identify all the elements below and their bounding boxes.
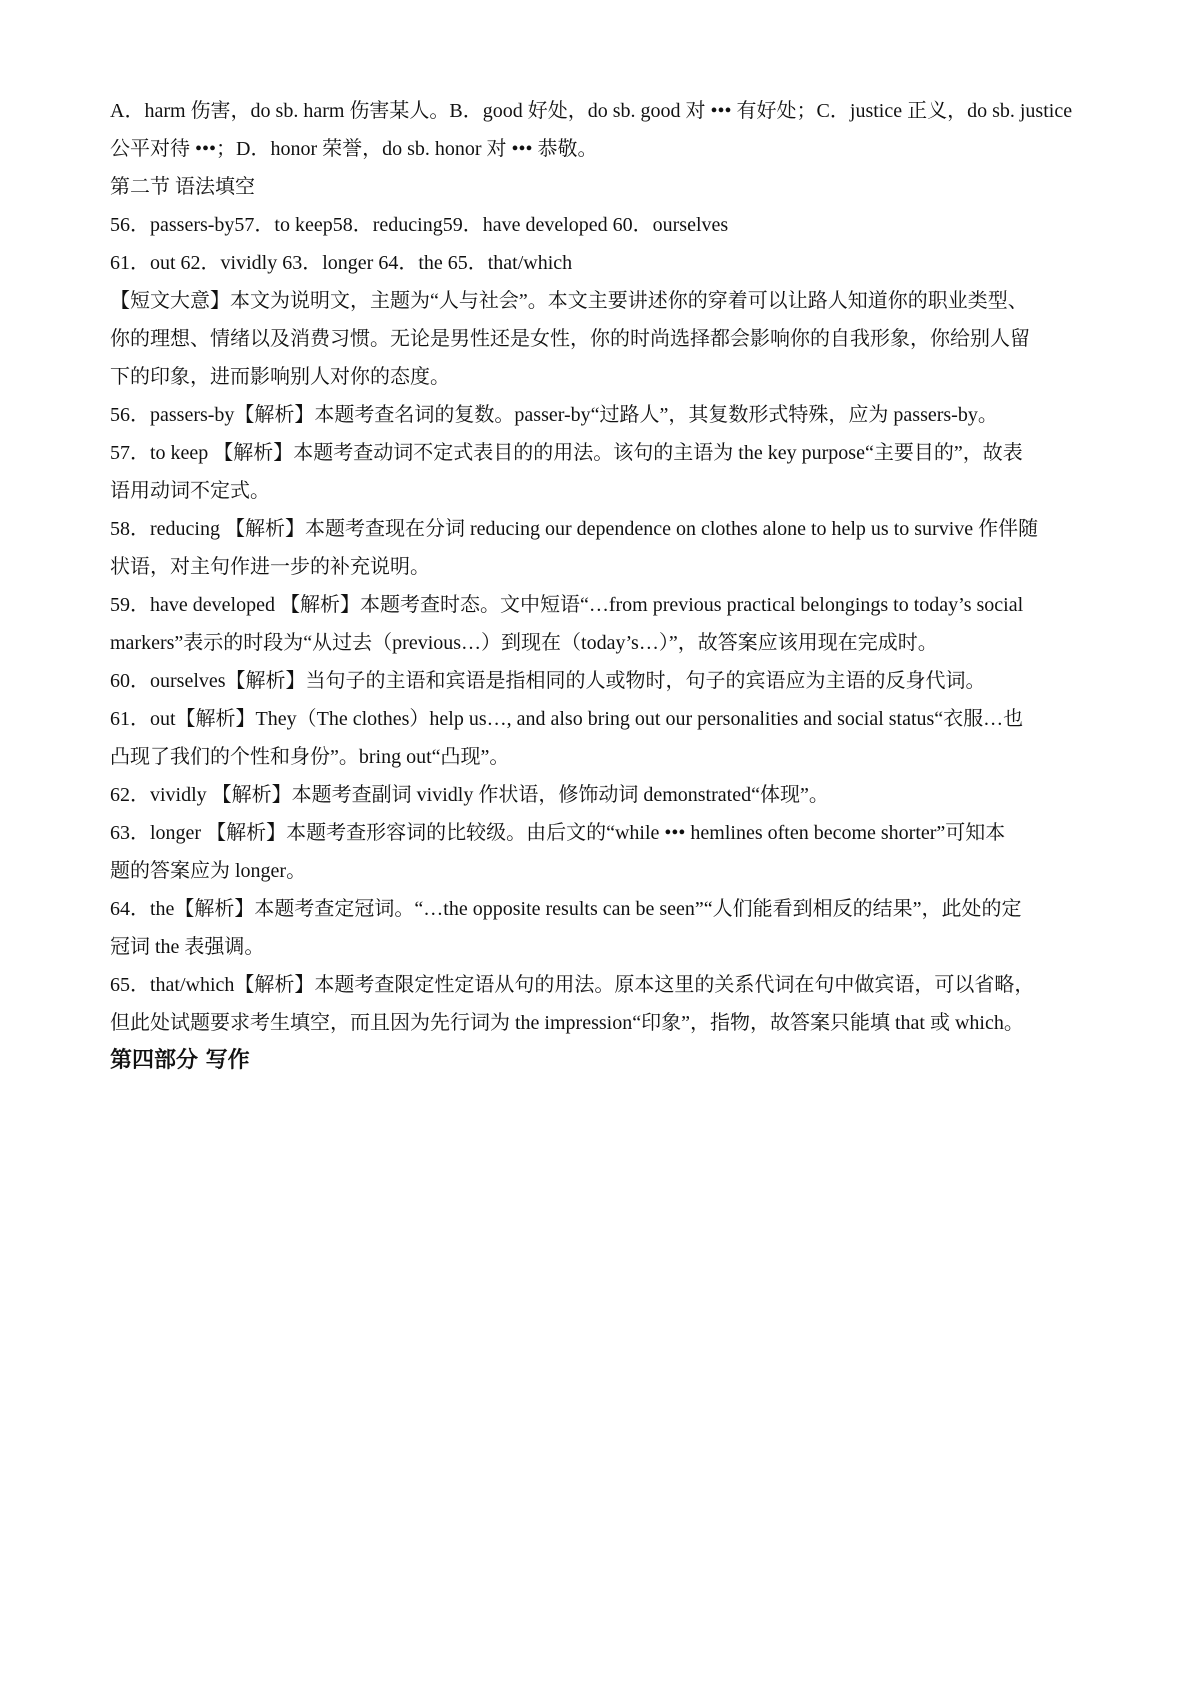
explanation-line: 凸现了我们的个性和身份”。bring out“凸现”。 — [110, 746, 510, 768]
summary-line: 【短文大意】本文为说明文，主题为“人与社会”。本文主要讲述你的穿着可以让路人知道你的职业类型、 — [110, 290, 1028, 312]
explanation-line: 57．to keep 【解析】本题考查动词不定式表目的的用法。该句的主语为 the key purpose“主要目的”，故表 — [110, 442, 1023, 464]
explanation-line: 64．the【解析】本题考查定冠词。“…the opposite results can be seen”“人们能看到相反的结果”，此处的定 — [110, 898, 1022, 920]
explanation-line: 59．have developed 【解析】本题考查时态。文中短语“…from previous practical belongings to today’s social — [110, 594, 1024, 616]
section-heading-writing: 第四部分 写作 — [110, 1048, 250, 1073]
explanation-line: markers”表示的时段为“从过去（previous…）到现在（today’s…）”，故答案应该用现在完成时。 — [110, 632, 938, 654]
explanation-line: 状语，对主句作进一步的补充说明。 — [110, 556, 430, 578]
explanation-line: 60．ourselves【解析】当句子的主语和宾语是指相同的人或物时，句子的宾语应为主语的反身代词。 — [110, 670, 986, 692]
text-line: 公平对待 •••；D．honor 荣誉，do sb. honor 对 ••• 恭敬。 — [110, 138, 598, 160]
section-subheading: 第二节 语法填空 — [110, 176, 255, 198]
answer-explanation-content — [110, 92, 1100, 1080]
text-line: A．harm 伤害，do sb. harm 伤害某人。B．good 好处，do sb. good 对 ••• 有好处；C．justice 正义，do sb. justice — [110, 100, 1073, 122]
explanation-line: 65．that/which【解析】本题考查限定性定语从句的用法。原本这里的关系代词在句中做宾语，可以省略， — [110, 974, 1035, 996]
summary-line: 下的印象，进而影响别人对你的态度。 — [110, 366, 450, 388]
explanation-line: 语用动词不定式。 — [110, 480, 270, 502]
explanation-line: 62．vividly 【解析】本题考查副词 vividly 作状语，修饰动词 demonstrated“体现”。 — [110, 784, 829, 806]
summary-line: 你的理想、情绪以及消费习惯。无论是男性还是女性，你的时尚选择都会影响你的自我形象，你给别人留 — [110, 328, 1030, 350]
explanation-line: 冠词 the 表强调。 — [110, 936, 265, 958]
answer-key-line: 56．passers-by57．to keep58．reducing59．have developed 60．ourselves — [110, 214, 729, 236]
explanation-line: 61．out【解析】They（The clothes）help us…, and also bring out our personalities and social status“衣服…也 — [110, 708, 1024, 730]
answer-key-line: 61．out 62．vividly 63．longer 64．the 65．that/which — [110, 252, 573, 274]
explanation-line: 56．passers-by【解析】本题考查名词的复数。passer-by“过路人”，其复数形式特殊，应为 passers-by。 — [110, 404, 998, 426]
explanation-line: 但此处试题要求考生填空，而且因为先行词为 the impression“印象”，指物，故答案只能填 that 或 which。 — [110, 1012, 1024, 1034]
explanation-line: 题的答案应为 longer。 — [110, 860, 307, 882]
explanation-line: 58．reducing 【解析】本题考查现在分词 reducing our dependence on clothes alone to help us to survive 作伴随 — [110, 518, 1039, 540]
explanation-line: 63．longer 【解析】本题考查形容词的比较级。由后文的“while ••• hemlines often become shorter”可知本 — [110, 822, 1006, 844]
